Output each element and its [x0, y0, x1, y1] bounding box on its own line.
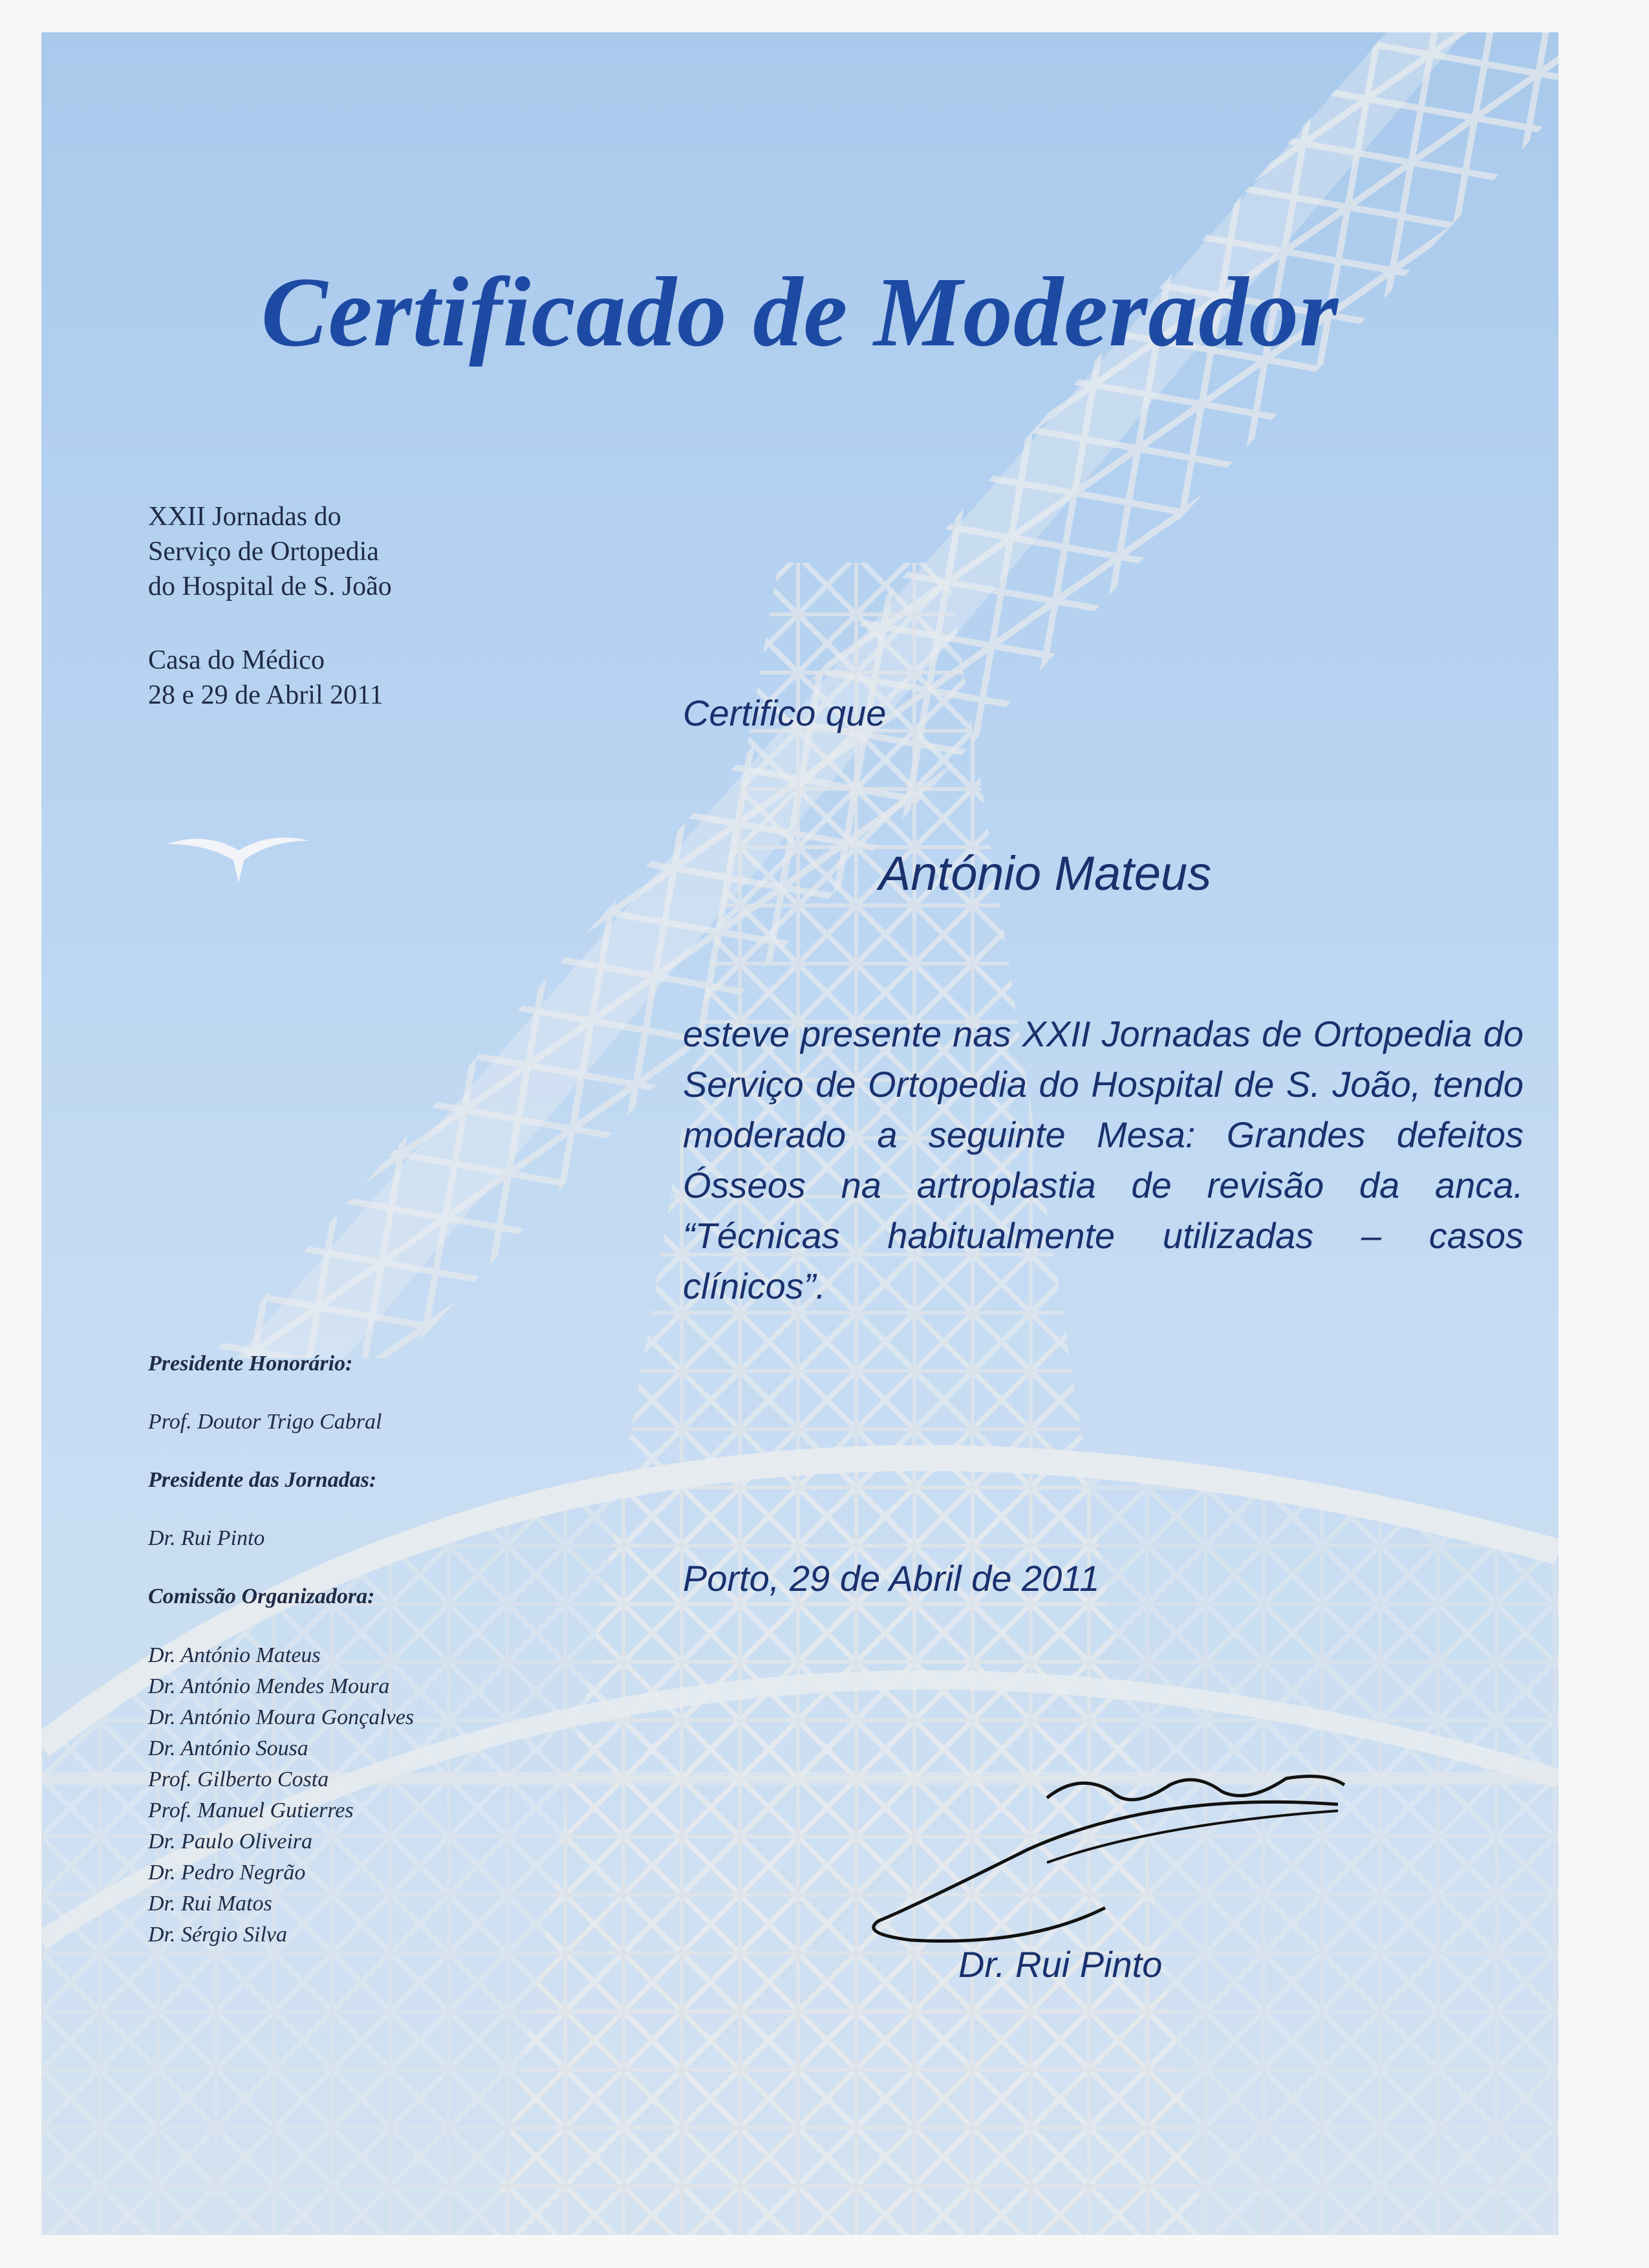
- event-line-2: Serviço de Ortopedia: [148, 537, 379, 567]
- list-item: Dr. António Mateus: [148, 1643, 321, 1667]
- event-info: [148, 499, 510, 713]
- organizing-committee-label: Comissão Organizadora:: [148, 1584, 375, 1608]
- list-item: Dr. Pedro Negrão: [148, 1861, 306, 1885]
- certificate-title: Certificado de Moderador: [261, 257, 1339, 367]
- honorary-president-label: Presidente Honorário:: [148, 1352, 353, 1376]
- recipient-name: António Mateus: [879, 847, 1212, 900]
- list-item: Dr. António Moura Gonçalves: [148, 1705, 415, 1729]
- certify-intro: Certifico que: [683, 693, 887, 733]
- event-dates: 28 e 29 de Abril 2011: [148, 680, 383, 710]
- list-item: Dr. Paulo Oliveira: [148, 1830, 313, 1853]
- event-venue: Casa do Médico: [148, 645, 325, 675]
- list-item: Dr. António Sousa: [148, 1736, 308, 1760]
- organizing-committee: [148, 1352, 562, 1950]
- list-item: Dr. Rui Matos: [148, 1892, 272, 1916]
- list-item: Dr. António Mendes Moura: [148, 1674, 390, 1698]
- event-line-3: do Hospital de S. João: [148, 572, 392, 601]
- certificate-paragraph: esteve presente nas XXII Jornadas de Ortopedia do Serviço de Ortopedia do Hospital de S. João, tendo moderado a seguinte Mesa: Grandes defeitos Ósseos na artroplastia de revisão da anca. “Técnicas habitualmente utilizadas – casos clínicos”.: [683, 1013, 1524, 1306]
- president-label: Presidente das Jornadas:: [148, 1468, 377, 1492]
- committee-member-list: [148, 1640, 562, 1950]
- honorary-president-name: Prof. Doutor Trigo Cabral: [148, 1410, 382, 1434]
- signer-name: Dr. Rui Pinto: [958, 1944, 1163, 1985]
- place-and-date: Porto, 29 de Abril de 2011: [683, 1558, 1100, 1599]
- president-name: Dr. Rui Pinto: [148, 1526, 265, 1550]
- seagull-illustration: [161, 805, 316, 902]
- certificate-sheet: [41, 32, 1558, 2235]
- signature-mark: [834, 1753, 1403, 1947]
- event-line-1: XXII Jornadas do: [148, 502, 341, 532]
- list-item: Prof. Manuel Gutierres: [148, 1798, 354, 1822]
- list-item: Dr. Sérgio Silva: [148, 1923, 288, 1947]
- list-item: Prof. Gilberto Costa: [148, 1767, 329, 1791]
